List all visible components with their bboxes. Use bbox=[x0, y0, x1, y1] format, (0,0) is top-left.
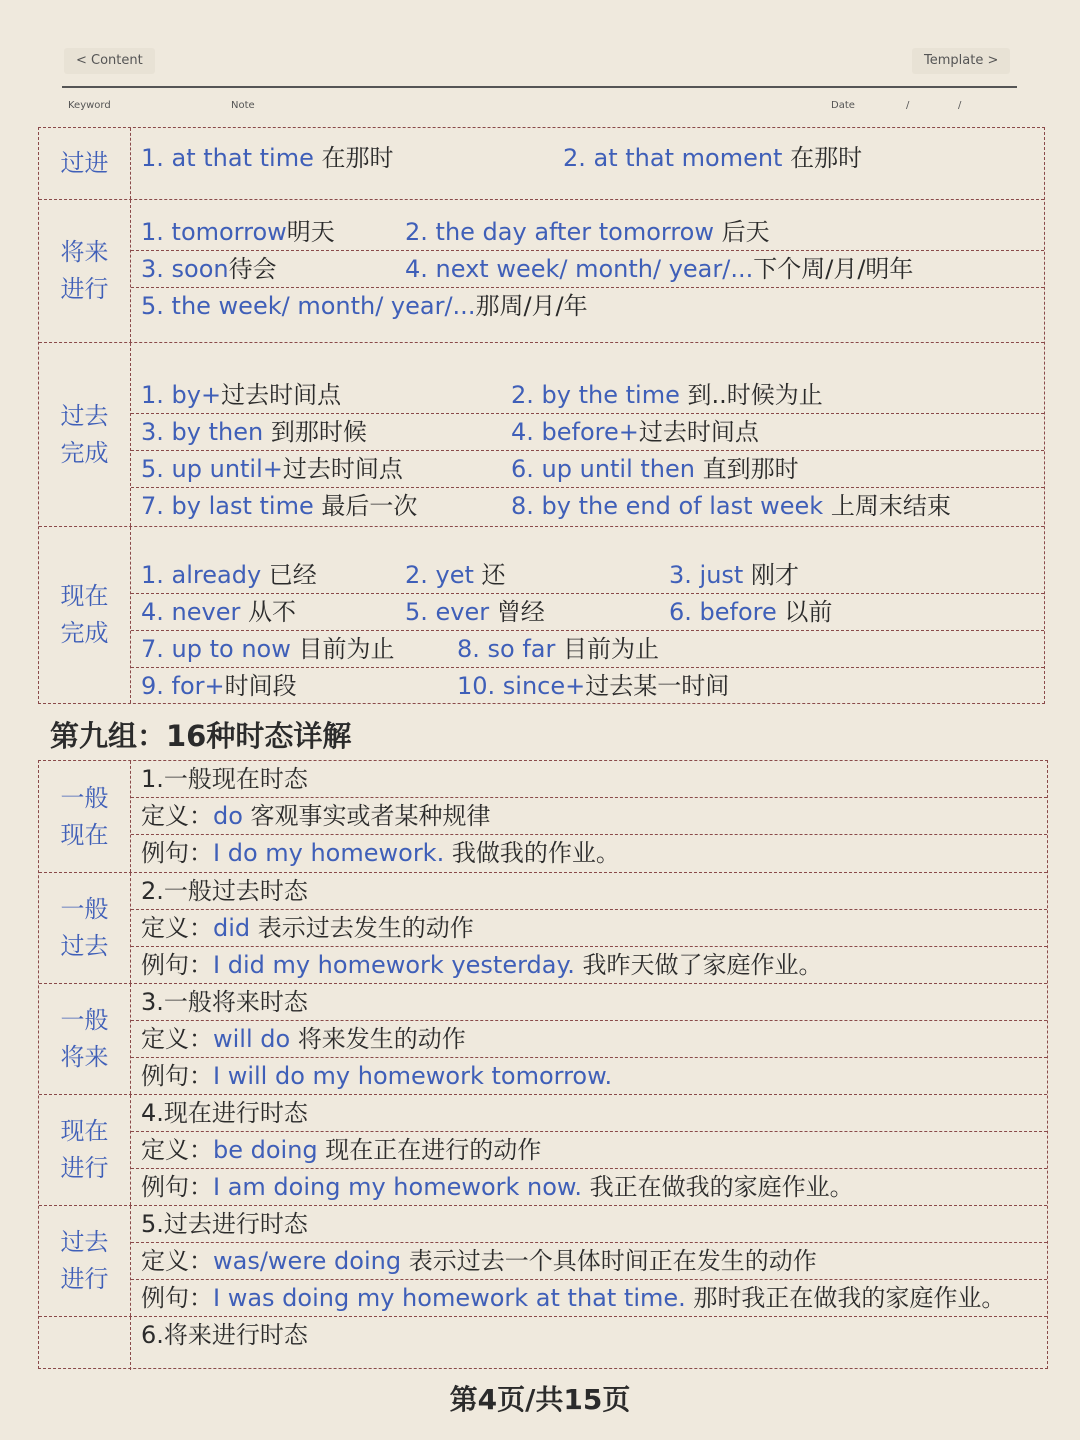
expression-chinese: 还 bbox=[481, 561, 506, 589]
tense-section bbox=[39, 761, 1047, 872]
expression-item bbox=[457, 668, 729, 705]
expression-chinese: 待会 bbox=[228, 255, 277, 283]
tense-key-label bbox=[39, 1317, 131, 1370]
tense-title: 2.一般过去时态 bbox=[141, 877, 308, 905]
tense-section bbox=[39, 872, 1047, 983]
tense-example bbox=[141, 835, 620, 872]
expression-english: 4. next week/ month/ year/... bbox=[405, 255, 754, 283]
expression-item bbox=[511, 377, 823, 414]
tense-example-row bbox=[131, 1058, 1047, 1095]
expression-item bbox=[141, 377, 341, 414]
definition-chinese: 表示过去一个具体时间正在发生的动作 bbox=[408, 1247, 817, 1275]
expression-item bbox=[141, 668, 297, 705]
page-indicator: 第4页/共15页 bbox=[449, 1383, 631, 1416]
expression-chinese: 后天 bbox=[721, 218, 770, 246]
expression-english: 6. before bbox=[669, 598, 785, 626]
expression-item bbox=[141, 488, 417, 525]
tense-section bbox=[39, 983, 1047, 1094]
expression-item bbox=[141, 557, 317, 594]
tense-title-row bbox=[131, 873, 1047, 910]
date-separator: / bbox=[958, 100, 962, 111]
table1-row bbox=[131, 668, 1044, 705]
expression-english: 2. the day after tomorrow bbox=[405, 218, 722, 246]
expression-chinese: 直到那时 bbox=[702, 455, 799, 483]
expression-english: 10. since+ bbox=[457, 672, 586, 700]
expression-chinese: 从不 bbox=[247, 598, 296, 626]
expression-item bbox=[141, 631, 394, 668]
expression-item bbox=[405, 251, 913, 288]
tense-key-label: 将来 进行 bbox=[39, 200, 131, 342]
example-english: I was doing my homework at that time. bbox=[213, 1284, 694, 1312]
expression-item bbox=[141, 140, 394, 177]
example-english: I am doing my homework now. bbox=[213, 1173, 590, 1201]
expression-chinese: 目前为止 bbox=[298, 635, 395, 663]
example-english: I do my homework. bbox=[213, 839, 452, 867]
tense-definition-row bbox=[131, 1243, 1047, 1280]
expression-english: 1. at that time bbox=[141, 144, 322, 172]
expression-item bbox=[405, 594, 545, 631]
example-label: 例句： bbox=[141, 951, 213, 979]
expression-english: 1. by+ bbox=[141, 381, 222, 409]
date-label: Date bbox=[831, 100, 855, 111]
expression-chinese: 在那时 bbox=[321, 144, 394, 172]
expression-english: 4. never bbox=[141, 598, 248, 626]
expression-chinese: 过去时间点 bbox=[221, 381, 342, 409]
definition-chinese: 表示过去发生的动作 bbox=[257, 914, 474, 942]
table1-row bbox=[131, 377, 1044, 414]
tense-key-label: 过进 bbox=[39, 128, 131, 199]
expression-chinese: 到..时候为止 bbox=[687, 381, 823, 409]
tense-key-label: 一般 将来 bbox=[39, 984, 131, 1094]
example-chinese: 我做我的作业。 bbox=[451, 839, 620, 867]
expression-chinese: 最后一次 bbox=[321, 492, 418, 520]
tense-key-label: 一般 过去 bbox=[39, 873, 131, 983]
example-chinese: 我昨天做了家庭作业。 bbox=[582, 951, 823, 979]
expression-english: 3. soon bbox=[141, 255, 229, 283]
definition-english: will do bbox=[213, 1025, 298, 1053]
header-rule bbox=[62, 86, 1017, 88]
expression-chinese: 那周/月/年 bbox=[475, 292, 588, 320]
tense-example bbox=[141, 1058, 612, 1095]
tense-key-label: 现在 进行 bbox=[39, 1095, 131, 1205]
expression-english: 5. the week/ month/ year/... bbox=[141, 292, 476, 320]
expression-item bbox=[405, 557, 506, 594]
tense-title: 5.过去进行时态 bbox=[141, 1210, 308, 1238]
tense-definition-row bbox=[131, 1021, 1047, 1058]
definition-label: 定义： bbox=[141, 914, 213, 942]
table1-row bbox=[131, 451, 1044, 488]
expression-english: 3. by then bbox=[141, 418, 271, 446]
expression-item bbox=[563, 140, 862, 177]
tense-title: 4.现在进行时态 bbox=[141, 1099, 308, 1127]
tense-title: 3.一般将来时态 bbox=[141, 988, 308, 1016]
expression-chinese: 过去某一时间 bbox=[585, 672, 730, 700]
expression-item bbox=[141, 214, 335, 251]
table1-row bbox=[131, 251, 1044, 288]
tense-title-row bbox=[131, 1095, 1047, 1132]
expression-item bbox=[511, 488, 951, 525]
definition-english: be doing bbox=[213, 1136, 326, 1164]
tense-key-label: 过去 完成 bbox=[39, 343, 131, 526]
definition-label: 定义： bbox=[141, 1025, 213, 1053]
note-label: Note bbox=[231, 100, 255, 111]
tense-definition bbox=[141, 910, 474, 947]
tense-title-row bbox=[131, 1206, 1047, 1243]
tense-explanation-table bbox=[38, 760, 1048, 1369]
expression-item bbox=[669, 557, 799, 594]
tense-section bbox=[39, 1205, 1047, 1316]
expression-chinese: 曾经 bbox=[496, 598, 545, 626]
expression-item bbox=[141, 594, 296, 631]
tense-example-row bbox=[131, 835, 1047, 872]
expression-english: 2. at that moment bbox=[563, 144, 791, 172]
table1-row bbox=[131, 414, 1044, 451]
tense-section bbox=[39, 1094, 1047, 1205]
expression-chinese: 明天 bbox=[286, 218, 335, 246]
expression-chinese: 在那时 bbox=[790, 144, 863, 172]
expression-chinese: 以前 bbox=[784, 598, 833, 626]
example-chinese: 那时我正在做我的家庭作业。 bbox=[693, 1284, 1006, 1312]
definition-chinese: 将来发生的动作 bbox=[297, 1025, 466, 1053]
table1-section bbox=[39, 526, 1044, 703]
tense-title: 1.一般现在时态 bbox=[141, 765, 308, 793]
expression-chinese: 上周末结束 bbox=[830, 492, 951, 520]
tense-definition bbox=[141, 798, 491, 835]
definition-label: 定义： bbox=[141, 802, 213, 830]
tense-definition-row bbox=[131, 910, 1047, 947]
table1-row bbox=[131, 488, 1044, 525]
expression-item bbox=[669, 594, 832, 631]
expression-item bbox=[511, 451, 799, 488]
tense-example bbox=[141, 947, 823, 984]
tense-example bbox=[141, 1169, 854, 1206]
expression-english: 4. before+ bbox=[511, 418, 639, 446]
expression-item bbox=[511, 414, 759, 451]
table1-row bbox=[131, 214, 1044, 251]
expression-english: 8. so far bbox=[457, 635, 563, 663]
expression-english: 2. by the time bbox=[511, 381, 688, 409]
expression-chinese: 过去时间点 bbox=[282, 455, 403, 483]
tense-section bbox=[39, 1316, 1047, 1370]
example-label: 例句： bbox=[141, 1284, 213, 1312]
keyword-label: Keyword bbox=[68, 100, 111, 111]
expression-item bbox=[141, 414, 367, 451]
expression-chinese: 时间段 bbox=[224, 672, 297, 700]
expression-chinese: 到那时候 bbox=[270, 418, 367, 446]
tense-definition bbox=[141, 1243, 817, 1280]
expression-item bbox=[141, 451, 403, 488]
expression-chinese: 已经 bbox=[268, 561, 317, 589]
expression-english: 6. up until then bbox=[511, 455, 703, 483]
definition-chinese: 现在正在进行的动作 bbox=[325, 1136, 542, 1164]
expression-english: 5. ever bbox=[405, 598, 497, 626]
table1-row bbox=[131, 557, 1044, 594]
tense-title: 6.将来进行时态 bbox=[141, 1321, 308, 1349]
definition-label: 定义： bbox=[141, 1247, 213, 1275]
expression-english: 9. for+ bbox=[141, 672, 225, 700]
table1-row bbox=[131, 140, 1044, 177]
tense-definition-row bbox=[131, 1132, 1047, 1169]
tense-key-label: 现在 完成 bbox=[39, 527, 131, 703]
example-english: I will do my homework tomorrow. bbox=[213, 1062, 613, 1090]
expression-chinese: 目前为止 bbox=[563, 635, 659, 663]
expression-chinese: 过去时间点 bbox=[638, 418, 759, 446]
example-label: 例句： bbox=[141, 1173, 213, 1201]
section-heading: 第九组：16种时态详解 bbox=[50, 719, 352, 753]
example-label: 例句： bbox=[141, 839, 213, 867]
table1-row bbox=[131, 288, 1044, 325]
expression-english: 2. yet bbox=[405, 561, 482, 589]
table1-row bbox=[131, 631, 1044, 668]
definition-label: 定义： bbox=[141, 1136, 213, 1164]
expression-english: 1. already bbox=[141, 561, 269, 589]
time-expressions-table bbox=[38, 127, 1045, 704]
template-tab[interactable]: Template > bbox=[912, 48, 1010, 74]
tense-example-row bbox=[131, 1280, 1047, 1317]
tense-example-row bbox=[131, 947, 1047, 984]
tense-title-row bbox=[131, 984, 1047, 1021]
expression-item bbox=[457, 631, 659, 668]
expression-english: 7. up to now bbox=[141, 635, 299, 663]
expression-english: 8. by the end of last week bbox=[511, 492, 831, 520]
tense-title-row bbox=[131, 761, 1047, 798]
example-chinese: 我正在做我的家庭作业。 bbox=[589, 1173, 854, 1201]
definition-english: do bbox=[213, 802, 251, 830]
expression-english: 3. just bbox=[669, 561, 751, 589]
table1-section bbox=[39, 342, 1044, 526]
tense-title-row bbox=[131, 1317, 1047, 1354]
table1-section bbox=[39, 199, 1044, 342]
definition-english: was/were doing bbox=[213, 1247, 409, 1275]
date-separator: / bbox=[906, 100, 910, 111]
tense-key-label: 过去 进行 bbox=[39, 1206, 131, 1316]
expression-chinese: 下个周/月/明年 bbox=[753, 255, 914, 283]
tense-definition-row bbox=[131, 798, 1047, 835]
tense-key-label: 一般 现在 bbox=[39, 761, 131, 872]
expression-english: 1. tomorrow bbox=[141, 218, 287, 246]
table1-row bbox=[131, 594, 1044, 631]
example-english: I did my homework yesterday. bbox=[213, 951, 583, 979]
tense-definition bbox=[141, 1132, 541, 1169]
expression-item bbox=[141, 251, 277, 288]
table1-section bbox=[39, 128, 1044, 199]
definition-chinese: 客观事实或者某种规律 bbox=[250, 802, 491, 830]
tense-definition bbox=[141, 1021, 466, 1058]
content-tab[interactable]: < Content bbox=[64, 48, 155, 74]
expression-english: 7. by last time bbox=[141, 492, 322, 520]
tense-example bbox=[141, 1280, 1005, 1317]
expression-english: 5. up until+ bbox=[141, 455, 283, 483]
definition-english: did bbox=[213, 914, 258, 942]
example-label: 例句： bbox=[141, 1062, 213, 1090]
expression-chinese: 刚才 bbox=[750, 561, 799, 589]
expression-item bbox=[141, 288, 588, 325]
tense-example-row bbox=[131, 1169, 1047, 1206]
expression-item bbox=[405, 214, 770, 251]
